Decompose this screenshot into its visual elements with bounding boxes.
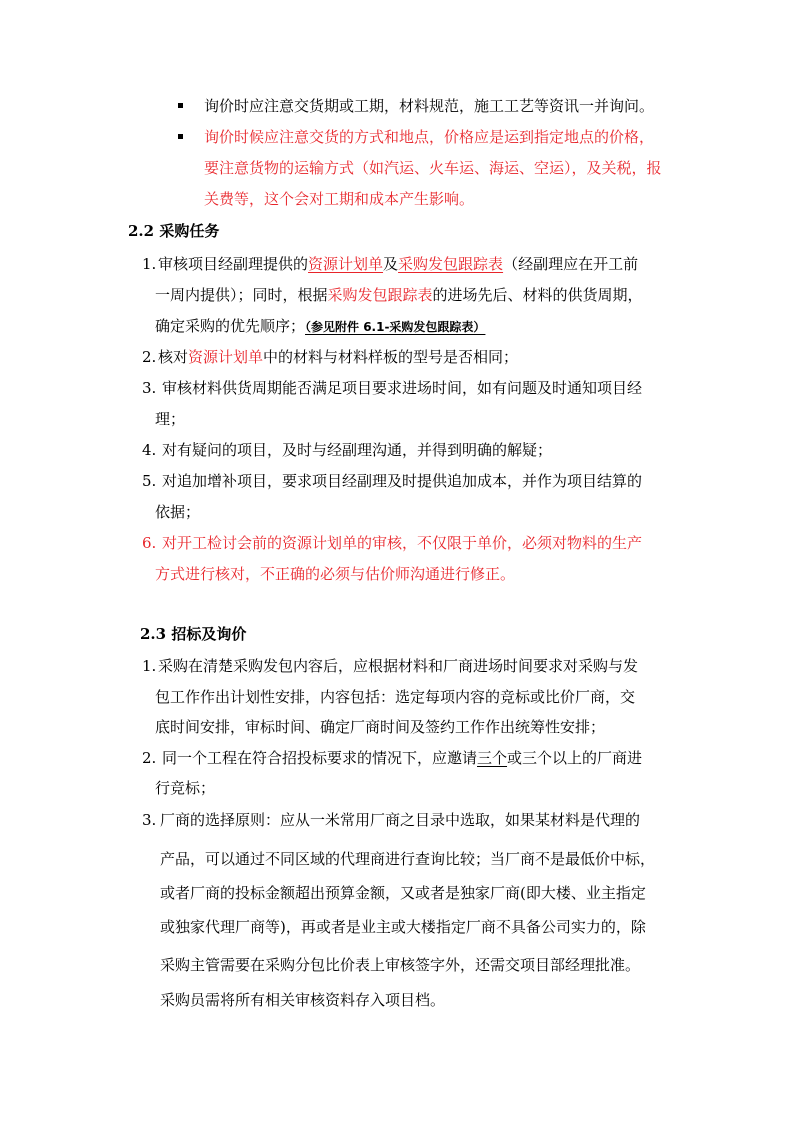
text-run-red: 采购发包跟踪表	[327, 286, 433, 304]
text-run: 一周内提供）；同时，根据	[155, 286, 328, 304]
bullet-text: 询价时应注意交货期或工期，材料规范，施工工艺等资讯一并询问。	[204, 97, 655, 115]
list-item-text: 底时间安排，审标时间、确定厂商时间及签约工作作出统筹性安排；	[155, 718, 606, 736]
list-item-text: 包工作作出计划性安排，内容包括：选定每项内容的竞标或比价厂商，交	[155, 688, 636, 706]
list-item-text	[162, 748, 642, 768]
list-number: 1.	[142, 255, 157, 273]
list-item-text: 行竞标；	[155, 779, 216, 797]
list-number: 6.	[142, 534, 157, 552]
list-number: 4.	[142, 441, 157, 459]
bullet-text: 询价时候应注意交货的方式和地点，价格应是运到指定地点的价格，	[204, 128, 655, 146]
list-number: 3.	[142, 379, 157, 397]
list-item-text: 或者厂商的投标金额超出预算金额，又或者是独家厂商(即大楼、业主指定	[160, 884, 646, 902]
list-number: 2.	[142, 348, 157, 366]
list-item-text: 对有疑问的项目，及时与经副理沟通，并得到明确的解疑；	[162, 441, 553, 459]
list-item-text: 对追加增补项目，要求项目经副理及时提供追加成本，并作为项目结算的	[162, 472, 643, 490]
text-run: 或三个以上的厂商进	[507, 749, 643, 767]
text-run: 的进场先后、材料的供货周期，	[432, 286, 643, 304]
list-item-text	[158, 254, 638, 274]
bullet-text: 关费等，这个会对工期和成本产生影响。	[204, 190, 475, 208]
list-item-text	[155, 316, 485, 337]
list-number: 2.	[142, 749, 157, 767]
text-run: 及	[383, 255, 399, 273]
list-item-text	[155, 285, 643, 305]
list-item-text: 产品，可以通过不同区域的代理商进行查询比较；当厂商不是最低价中标，	[160, 850, 656, 868]
text-run-red: 资源计划单	[188, 348, 264, 366]
text-run: 中的材料与材料样板的型号是否相同；	[263, 348, 519, 366]
list-item-text: 采购员需将所有相关审核资料存入项目档。	[160, 991, 446, 1009]
list-item-text: 理；	[155, 410, 186, 428]
doc-link-resource-plan[interactable]: 资源计划单	[308, 255, 384, 273]
text-run-underlined: 三个	[477, 749, 508, 767]
text-run: （经副理应在开工前	[503, 255, 639, 273]
list-item-text	[158, 347, 518, 367]
list-item-text: 依据；	[155, 503, 201, 521]
section-heading: 2.2 采购任务	[128, 222, 220, 240]
list-number: 5.	[142, 472, 157, 490]
bullet-square-icon	[178, 134, 183, 139]
section-heading: 2.3 招标及询价	[140, 625, 247, 643]
list-item-text: 采购主管需要在采购分包比价表上审核签字外，还需交项目部经理批准。	[160, 956, 641, 974]
text-run: 审核项目经副理提供的	[158, 255, 309, 273]
list-item-text: 采购在清楚采购发包内容后，应根据材料和厂商进场时间要求对采购与发	[158, 657, 639, 675]
list-item-text: 方式进行核对，不正确的必须与估价师沟通进行修正。	[155, 565, 516, 583]
bullet-square-icon	[178, 103, 183, 108]
appendix-reference-link[interactable]: （参见附件 6.1-采购发包跟踪表）	[305, 320, 486, 334]
text-run: 确定采购的优先顺序；	[155, 317, 306, 335]
list-number: 3.	[142, 811, 157, 829]
list-item-text: 对开工检讨会前的资源计划单的审核，不仅限于单价，必须对物料的生产	[162, 534, 643, 552]
text-run: 核对	[158, 348, 189, 366]
text-run: 同一个工程在符合招投标要求的情况下，应邀请	[162, 749, 478, 767]
list-item-text: 厂商的选择原则：应从一米常用厂商之目录中选取，如果某材料是代理的	[160, 811, 641, 829]
bullet-text: 要注意货物的运输方式（如汽运、火车运、海运、空运），及关税，报	[204, 159, 662, 177]
list-item-text: 审核材料供货周期能否满足项目要求进场时间，如有问题及时通知项目经	[162, 379, 643, 397]
list-item-text: 或独家代理厂商等)，再或者是业主或大楼指定厂商不具备公司实力的，除	[160, 918, 646, 936]
list-number: 1.	[142, 657, 157, 675]
doc-link-tracking-table[interactable]: 采购发包跟踪表	[398, 255, 504, 273]
